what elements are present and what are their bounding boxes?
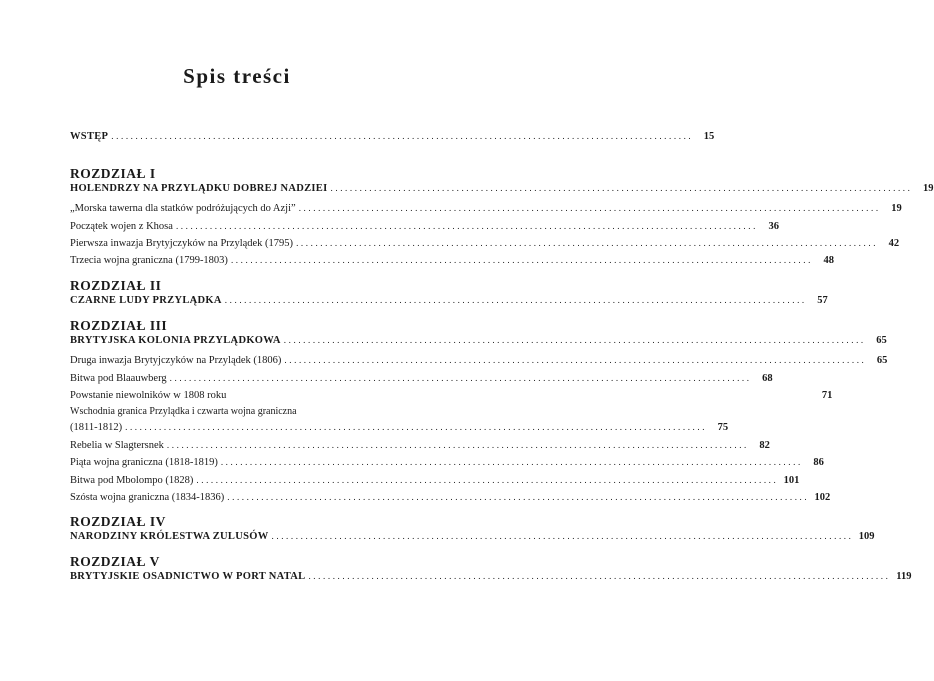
toc-entry-label: BRYTYJSKA KOLONIA PRZYLĄDKOWA xyxy=(70,335,281,346)
toc-entry[interactable] xyxy=(70,220,779,233)
toc-entry-label: „Morska tawerna dla statków podróżujących do Azji” xyxy=(70,203,296,214)
leader-dots: ........................................................................................................................ xyxy=(296,238,879,248)
toc-entry[interactable] xyxy=(70,456,824,469)
toc-entry-label: HOLENDRZY NA PRZYLĄDKU DOBREJ NADZIEI xyxy=(70,183,328,194)
toc-entry-chapter-title[interactable] xyxy=(70,334,887,347)
leader-dots: ........................................................................................................................ xyxy=(230,255,813,265)
leader-dots: ........................................................................................................................ xyxy=(166,440,749,450)
toc-entry[interactable] xyxy=(70,254,834,267)
toc-entry-chapter-title[interactable] xyxy=(70,570,912,583)
chapter-heading: ROZDZIAŁ II xyxy=(70,278,162,293)
toc-entry-label: CZARNE LUDY PRZYLĄDKA xyxy=(70,295,222,306)
chapter-heading: ROZDZIAŁ IV xyxy=(70,514,166,529)
toc-entry-intro[interactable] xyxy=(70,130,715,143)
toc-entry-label: NARODZINY KRÓLESTWA ZULUSÓW xyxy=(70,531,269,542)
leader-dots: ........................................................................................................................ xyxy=(284,355,867,365)
leader-dots: ........................................................................................................................ xyxy=(330,183,913,193)
toc-entry-page: 109 xyxy=(858,531,875,542)
toc-entry-page: 15 xyxy=(703,131,715,142)
toc-entry-label: Trzecia wojna graniczna (1799-1803) xyxy=(70,255,228,266)
leader-dots: ........................................................................................................................ xyxy=(298,203,881,213)
toc-entry-label: Powstanie niewolników w 1808 roku xyxy=(70,390,227,401)
toc-entry[interactable] xyxy=(70,372,773,385)
toc-entry-label: Początek wojen z Khosa xyxy=(70,221,173,232)
toc-entry-chapter-title[interactable] xyxy=(70,182,934,195)
toc-entry-page: 101 xyxy=(783,475,800,486)
toc-entry-page: 19 xyxy=(923,183,934,194)
toc-entry-page: 36 xyxy=(768,221,779,232)
toc-entry[interactable] xyxy=(70,389,833,402)
leader-dots: ........................................................................................................................ xyxy=(196,475,779,485)
toc-entry-page: 65 xyxy=(876,355,888,366)
toc-entry-page: 65 xyxy=(876,335,887,346)
toc-entry[interactable] xyxy=(70,237,900,250)
toc-entry[interactable] xyxy=(70,354,888,367)
toc-entry[interactable] xyxy=(70,474,800,487)
leader-dots: ........................................................................................................................ xyxy=(175,221,758,231)
chapter-heading: ROZDZIAŁ III xyxy=(70,318,168,333)
toc-entry[interactable] xyxy=(70,491,831,504)
toc-entry-page: 86 xyxy=(813,457,824,468)
leader-dots: ........................................................................................................................ xyxy=(283,335,866,345)
leader-dots: ........................................................................................................................ xyxy=(220,457,803,467)
toc-entry-label: Szósta wojna graniczna (1834-1836) xyxy=(70,492,225,503)
toc-entry-page: 71 xyxy=(821,390,833,401)
toc-entry-chapter-title[interactable] xyxy=(70,530,875,543)
toc-entry-label-line1: Wschodnia granica Przylądka i czwarta wojna graniczna xyxy=(70,406,297,417)
leader-dots: ........................................................................................................................ xyxy=(125,422,708,432)
toc-entry-page: 42 xyxy=(888,238,900,249)
toc-entry-label: (1811-1812) xyxy=(70,422,123,433)
toc-entry-label: Bitwa pod Blaauwberg xyxy=(70,373,167,384)
leader-dots: ........................................................................................................................ xyxy=(111,131,694,141)
toc-entry-page: 48 xyxy=(823,255,834,266)
toc-entry-page: 102 xyxy=(814,492,831,503)
page-title: Spis treści xyxy=(183,64,291,88)
toc-entry-label: BRYTYJSKIE OSADNICTWO W PORT NATAL xyxy=(70,571,306,582)
leader-dots: ........................................................................................................................ xyxy=(224,295,807,305)
toc-entry-label: Piąta wojna graniczna (1818-1819) xyxy=(70,457,218,468)
leader-dots: ........................................................................................................................ xyxy=(271,531,854,541)
toc-entry[interactable] xyxy=(70,202,902,215)
toc-entry-label: Druga inwazja Brytyjczyków na Przylądek (1806) xyxy=(70,355,282,366)
leader-dots: ........................................................................................................................ xyxy=(227,492,810,502)
toc-entry-label: Rebelia w Slagtersnek xyxy=(70,440,164,451)
toc-entry-page: 75 xyxy=(717,422,729,433)
toc-entry-label: Pierwsza inwazja Brytyjczyków na Przylądek (1795) xyxy=(70,238,294,249)
toc-entry-label: Bitwa pod Mbolompo (1828) xyxy=(70,475,194,486)
toc-entry-page: 119 xyxy=(896,571,912,582)
toc-entry-chapter-title[interactable] xyxy=(70,294,828,307)
chapter-heading: ROZDZIAŁ V xyxy=(70,554,160,569)
toc-entry[interactable] xyxy=(70,439,770,452)
toc-entry-page: 19 xyxy=(891,203,902,214)
leader-dots: ........................................................................................................................ xyxy=(169,373,752,383)
chapter-heading: ROZDZIAŁ I xyxy=(70,166,156,181)
toc-entry[interactable] xyxy=(70,421,729,434)
toc-entry-page: 82 xyxy=(759,440,770,451)
leader-dots: ........................................................................................................................ xyxy=(308,571,891,581)
toc-entry-page: 68 xyxy=(762,373,773,384)
toc-entry-page: 57 xyxy=(817,295,828,306)
toc-entry-label: WSTĘP xyxy=(70,131,109,142)
